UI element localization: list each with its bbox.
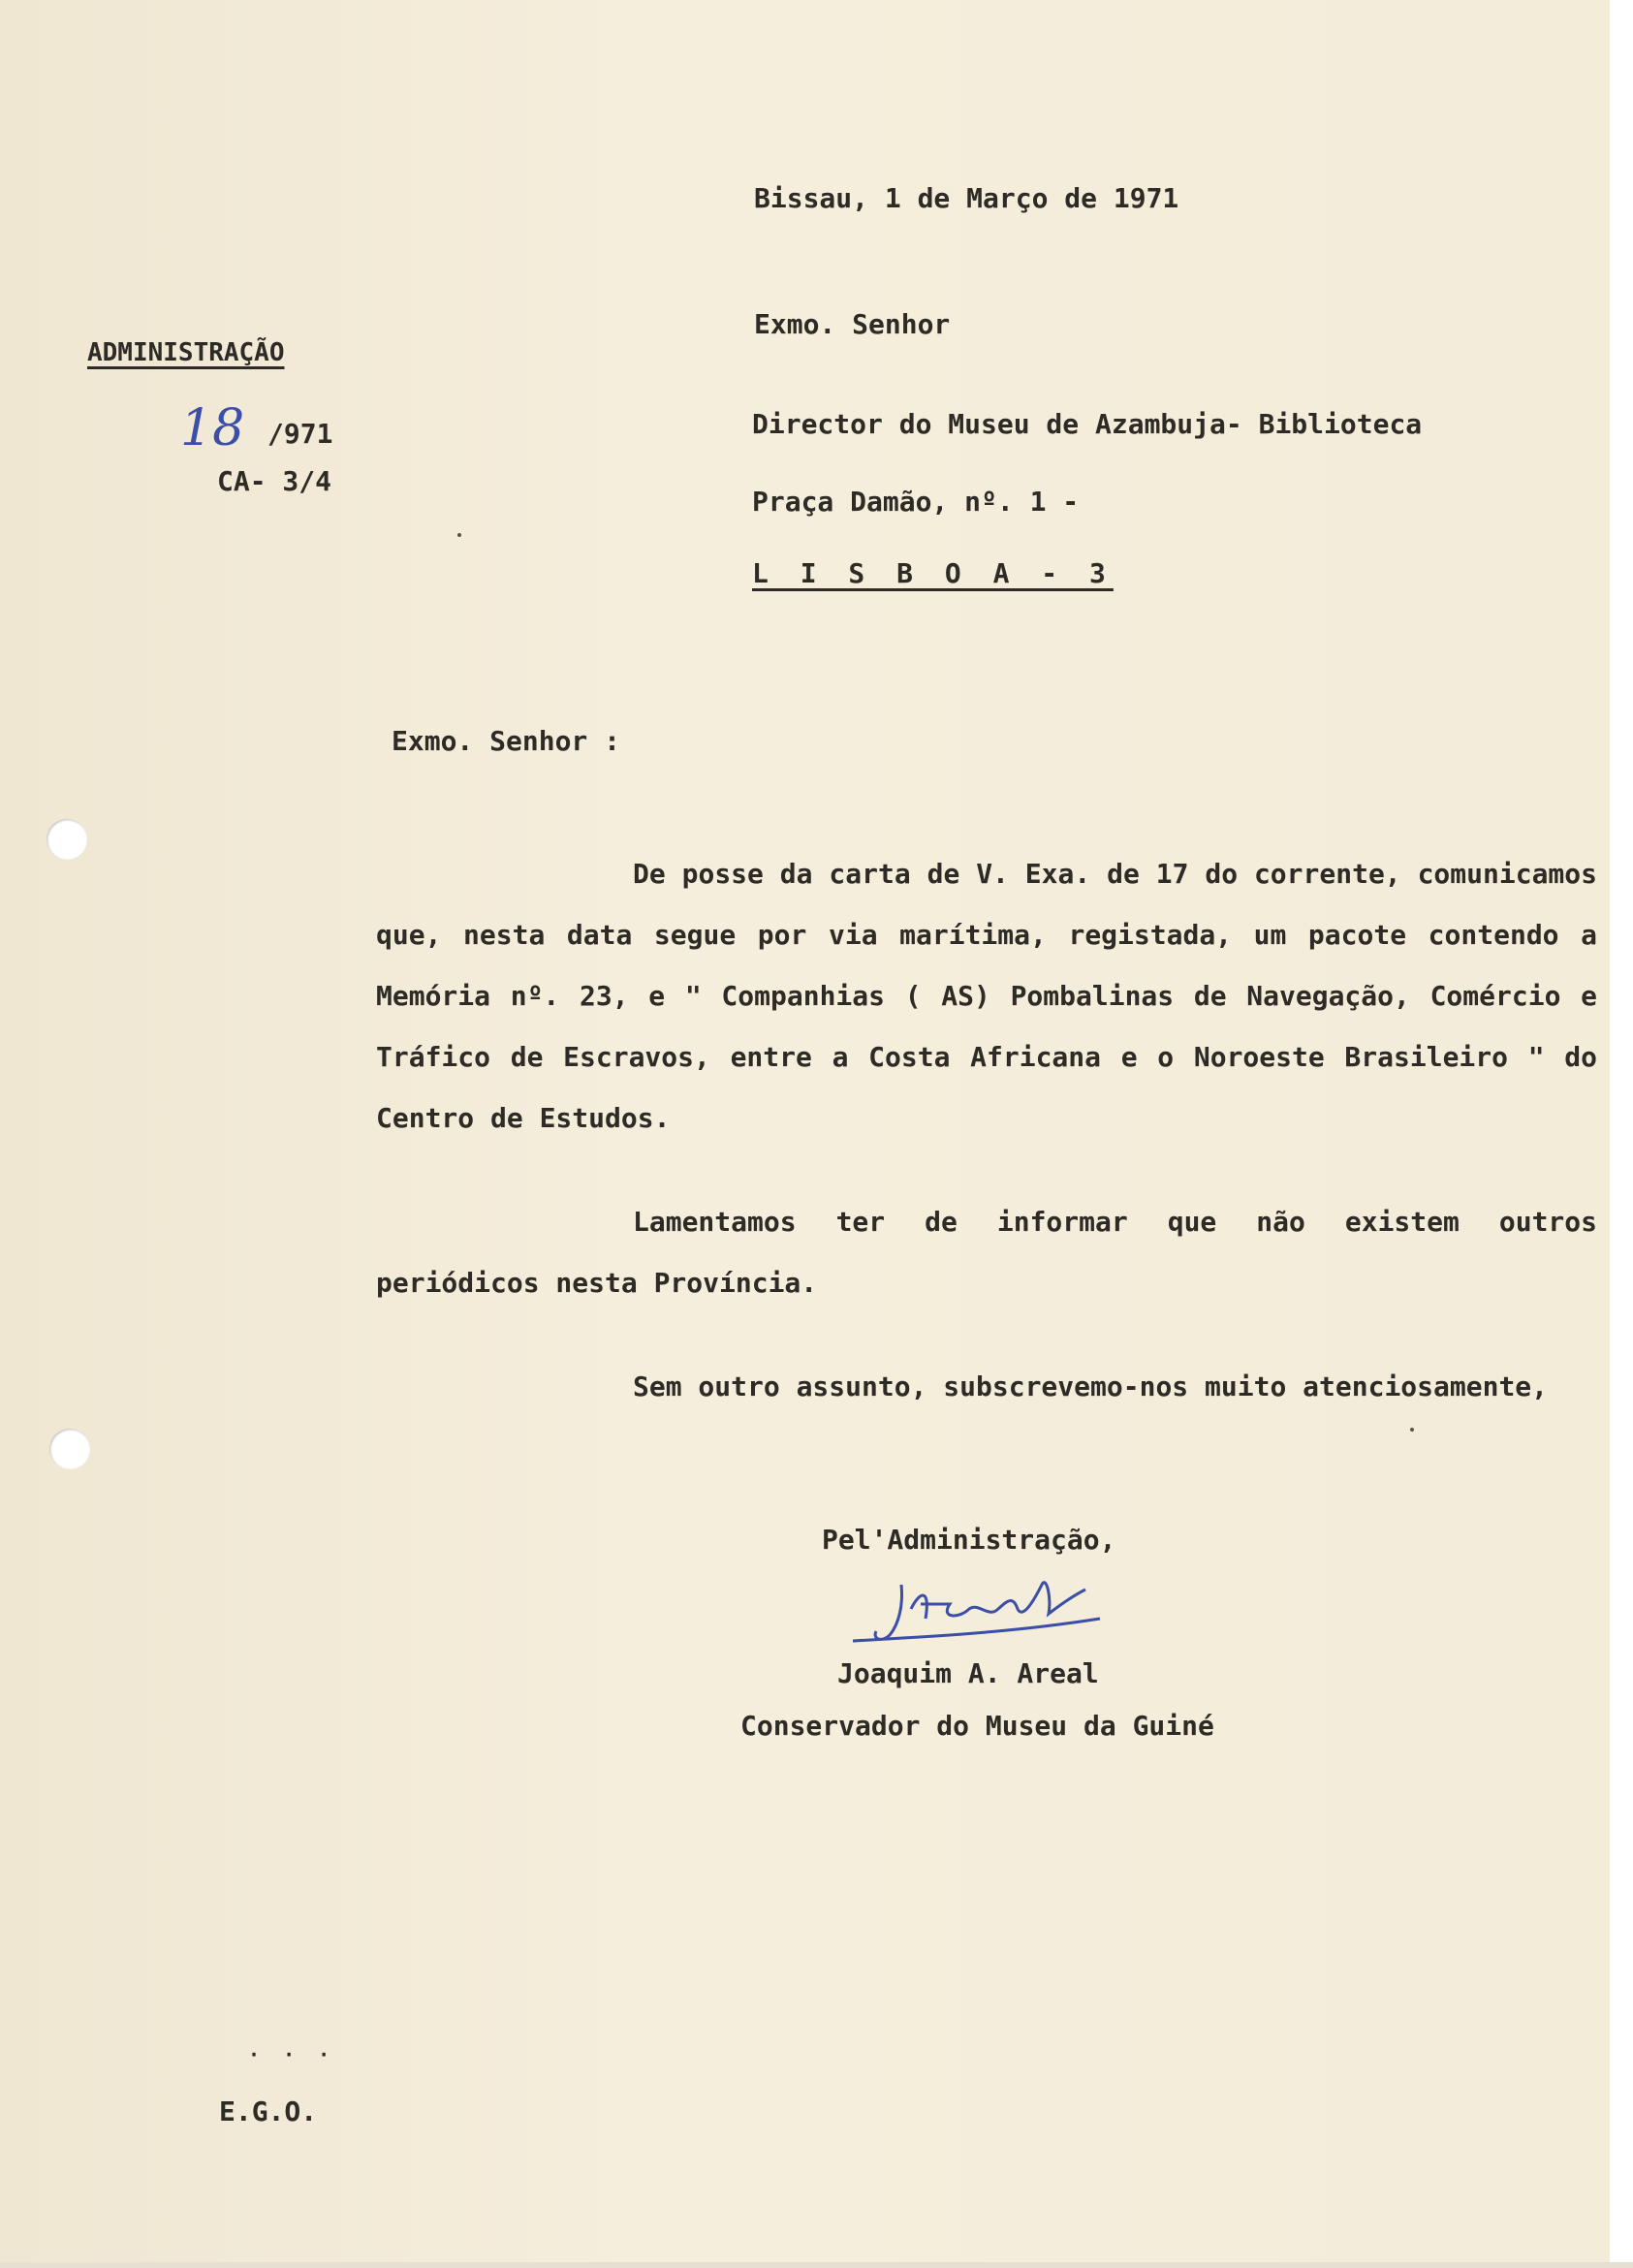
body-paragraph: Lamentamos ter de informar que não existem outros periódicos nesta Província. bbox=[376, 1206, 1597, 1299]
department-heading: ADMINISTRAÇÃO bbox=[87, 338, 285, 367]
reference-number-suffix: /971 bbox=[267, 418, 333, 450]
body-paragraph: De posse da carta de V. Exa. de 17 do corrente, comunicamos que, nesta data segue por via marítima, registada, um pacote contendo a Memória nº. 23, e " Companhias ( AS) Pombalinas de Navegação, Comércio e Tráfico de Escravos, entre a Costa Africana e o Noroeste Brasileiro " do Centro de Estudos. bbox=[376, 858, 1597, 1134]
punch-hole bbox=[49, 1429, 90, 1469]
greeting: Exmo. Senhor : bbox=[392, 725, 621, 757]
signer-position: Conservador do Museu da Guiné bbox=[740, 1710, 1214, 1742]
footer-dots: · · · bbox=[248, 2043, 336, 2066]
paper-edge bbox=[1610, 0, 1633, 2268]
paper-bottom-edge bbox=[0, 2262, 1633, 2268]
place-date: Bissau, 1 de Março de 1971 bbox=[754, 182, 1179, 214]
letter-body bbox=[376, 843, 1597, 1460]
handwritten-signature bbox=[843, 1565, 1134, 1662]
recipient-salutation: Exmo. Senhor bbox=[754, 308, 951, 340]
footer-initials: E.G.O. bbox=[219, 2095, 318, 2127]
punch-hole bbox=[47, 819, 87, 860]
handwritten-number: 18 bbox=[180, 399, 245, 457]
on-behalf: Pel'Administração, bbox=[822, 1524, 1116, 1556]
reference-code: CA- 3/4 bbox=[217, 465, 332, 497]
recipient-title: Director do Museu de Azambuja- Biblioteca bbox=[752, 408, 1423, 440]
recipient-city: L I S B O A - 3 bbox=[752, 557, 1114, 589]
body-paragraph: Sem outro assunto, subscrevemo-nos muito atenciosamente, bbox=[633, 1370, 1549, 1402]
signer-name: Joaquim A. Areal bbox=[837, 1657, 1099, 1689]
ink-speck bbox=[457, 533, 461, 537]
recipient-address: Praça Damão, nº. 1 - bbox=[752, 486, 1080, 518]
